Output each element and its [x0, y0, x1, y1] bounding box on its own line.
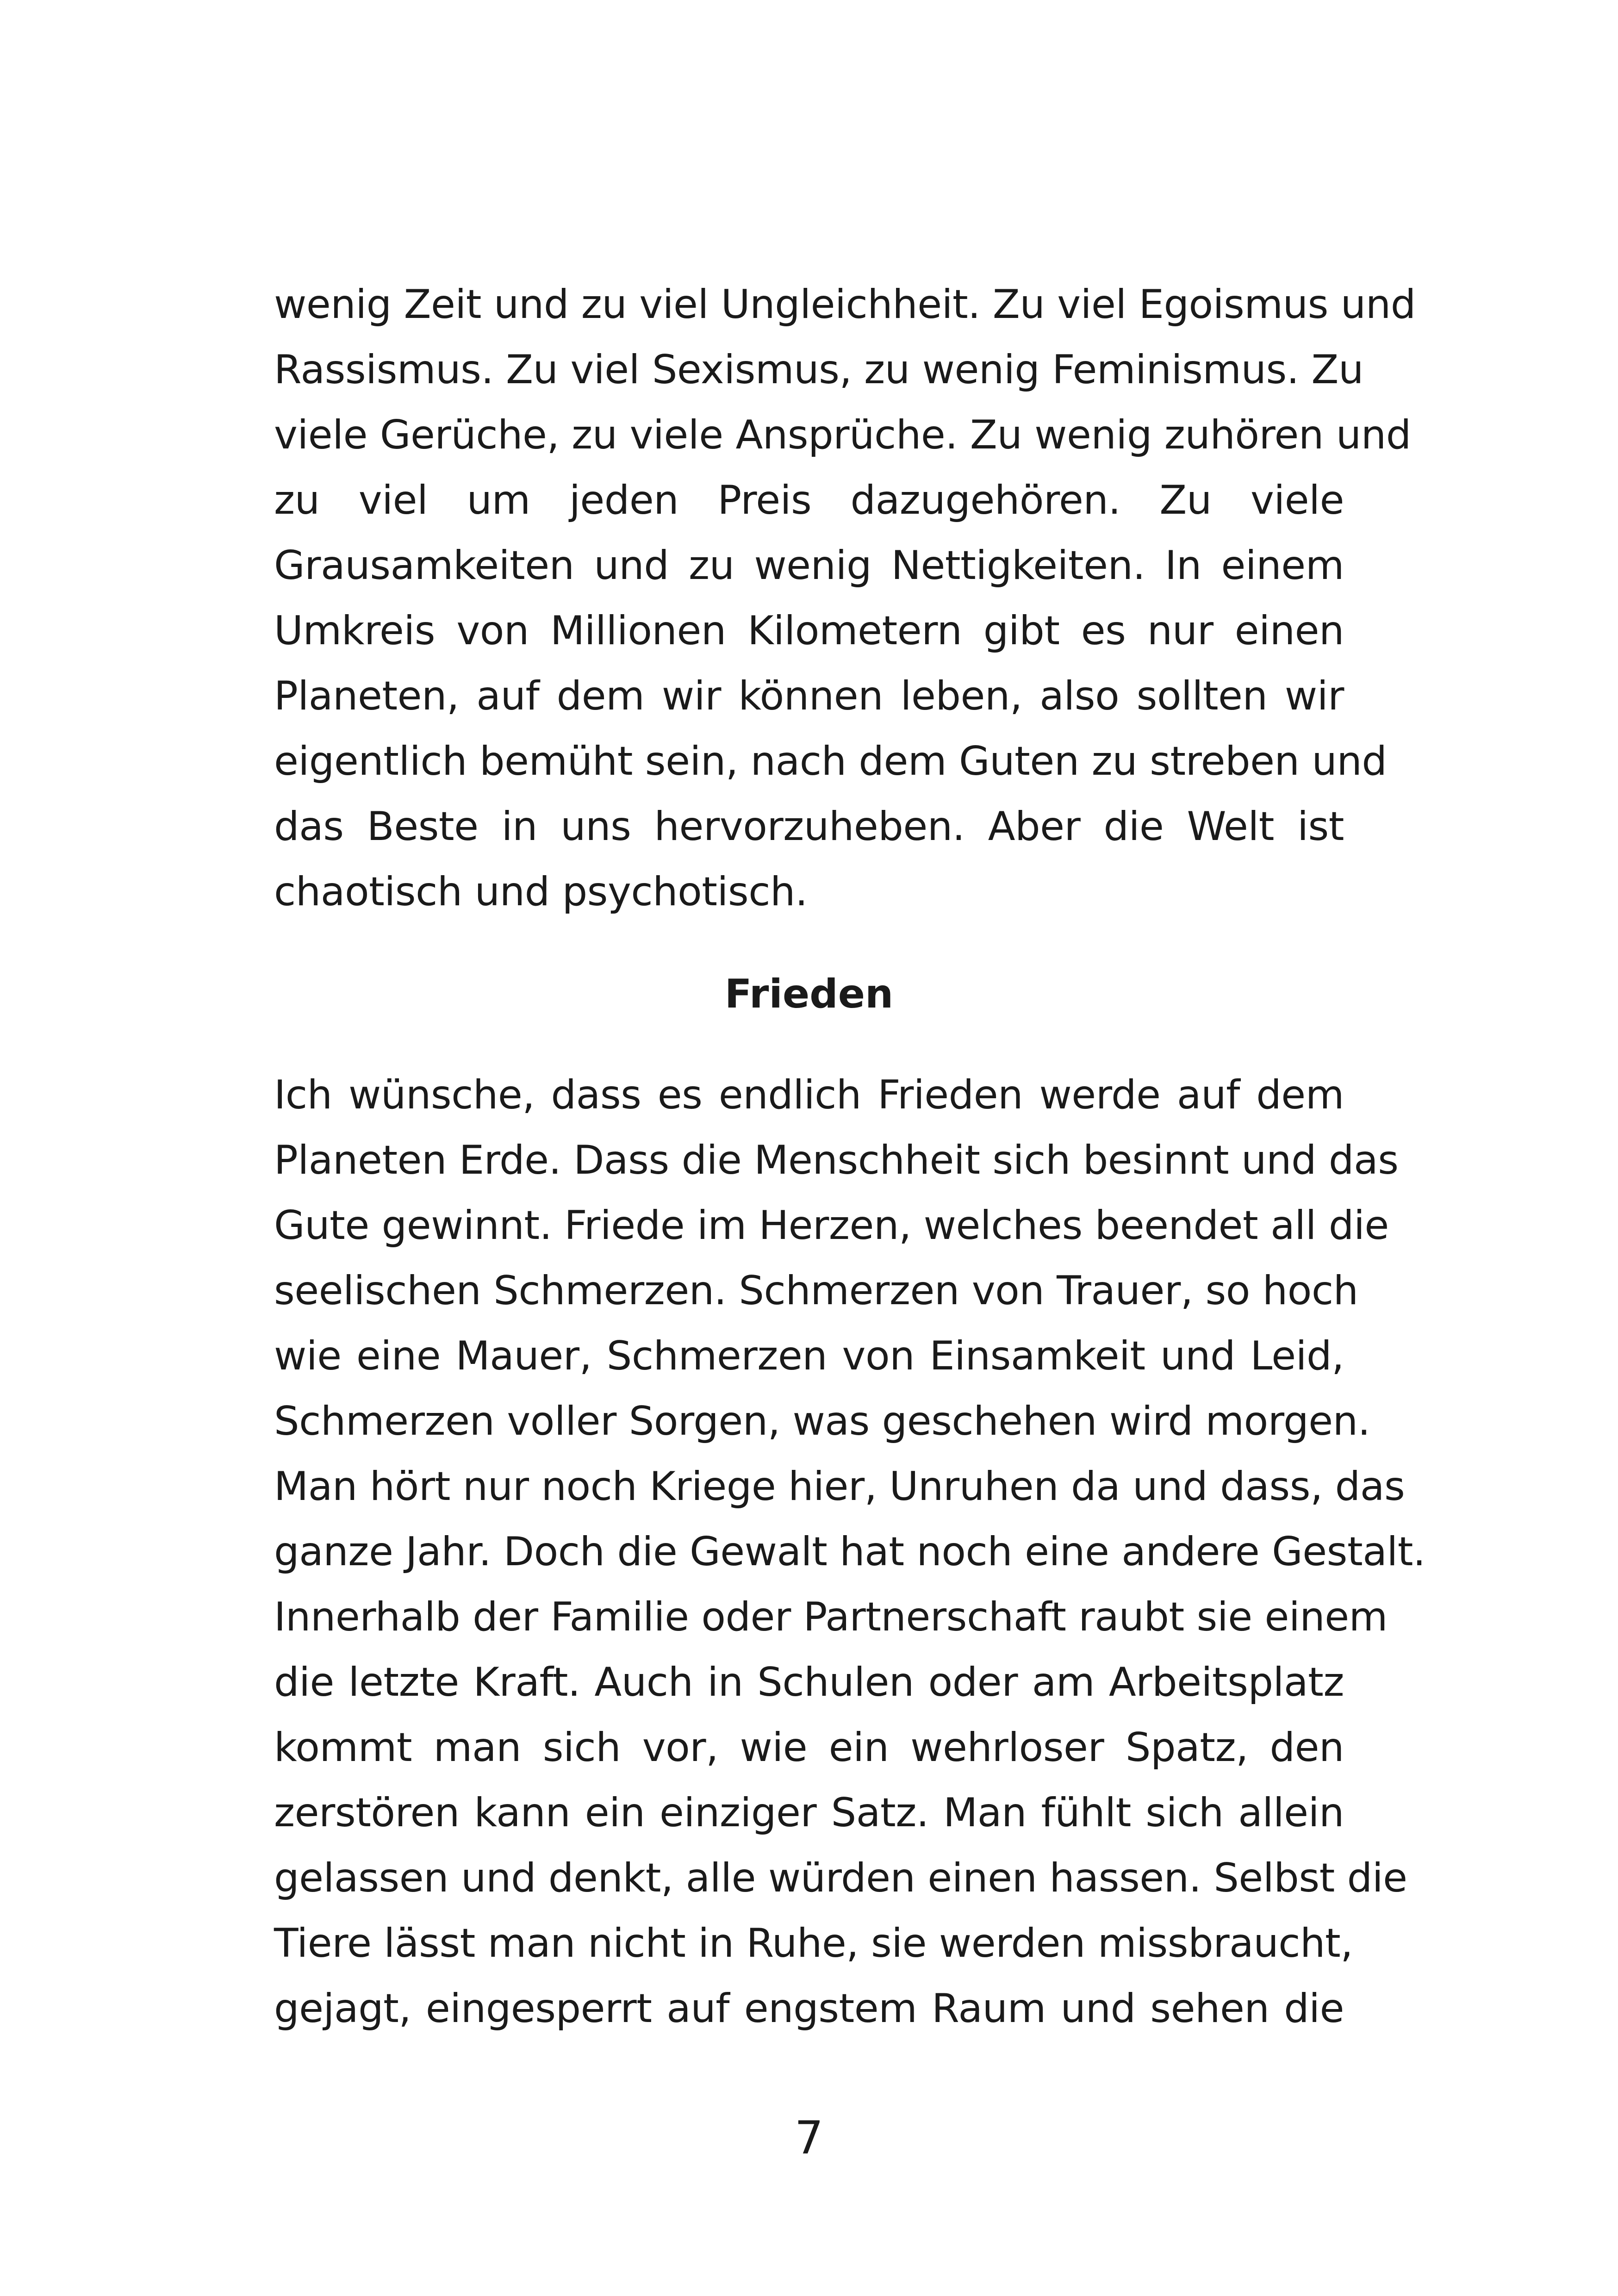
- text-line: Man hört nur noch Kriege hier, Unruhen da und dass, das: [274, 1463, 1405, 1510]
- text-line: Innerhalb der Familie oder Partnerschaft raubt sie einem: [274, 1594, 1388, 1640]
- text-line: die letzte Kraft. Auch in Schulen oder am Arbeitsplatz: [274, 1659, 1344, 1705]
- text-line: Gute gewinnt. Friede im Herzen, welches beendet all die: [274, 1202, 1389, 1249]
- text-line: Tiere lässt man nicht in Ruhe, sie werden missbraucht,: [274, 1920, 1353, 1966]
- text-line: wie eine Mauer, Schmerzen von Einsamkeit und Leid,: [274, 1333, 1344, 1379]
- text-line: gelassen und denkt, alle würden einen hassen. Selbst die: [274, 1855, 1407, 1901]
- text-line: viele Gerüche, zu viele Ansprüche. Zu wenig zuhören und: [274, 412, 1411, 458]
- text-line: seelischen Schmerzen. Schmerzen von Trauer, so hoch: [274, 1268, 1358, 1314]
- text-line: Planeten Erde. Dass die Menschheit sich besinnt und das: [274, 1137, 1399, 1183]
- text-line: Umkreis von Millionen Kilometern gibt es nur einen: [274, 608, 1344, 654]
- text-line: Ich wünsche, dass es endlich Frieden werde auf dem: [274, 1072, 1344, 1118]
- text-line: zerstören kann ein einziger Satz. Man fühlt sich allein: [274, 1790, 1344, 1836]
- text-line: kommt man sich vor, wie ein wehrloser Spatz, den: [274, 1724, 1344, 1771]
- text-line: Schmerzen voller Sorgen, was geschehen wird morgen.: [274, 1398, 1370, 1444]
- text-line: Planeten, auf dem wir können leben, also sollten wir: [274, 673, 1344, 719]
- text-line: wenig Zeit und zu viel Ungleichheit. Zu viel Egoismus und: [274, 281, 1416, 328]
- text-line: eigentlich bemüht sein, nach dem Guten zu streben und: [274, 738, 1387, 784]
- text-line: Rassismus. Zu viel Sexismus, zu wenig Feminismus. Zu: [274, 347, 1363, 393]
- text-line: zu viel um jeden Preis dazugehören. Zu viele: [274, 477, 1344, 523]
- text-line: das Beste in uns hervorzuheben. Aber die Welt ist: [274, 803, 1344, 850]
- text-line: chaotisch und psychotisch.: [274, 869, 808, 915]
- text-line: ganze Jahr. Doch die Gewalt hat noch eine andere Gestalt.: [274, 1529, 1425, 1575]
- page-number: 7: [794, 2112, 824, 2165]
- text-line: Grausamkeiten und zu wenig Nettigkeiten. In einem: [274, 542, 1344, 589]
- section-heading: Frieden: [724, 971, 894, 1017]
- text-line: gejagt, eingesperrt auf engstem Raum und sehen die: [274, 1985, 1344, 2032]
- paragraph-intro: [274, 272, 1416, 925]
- paragraph-frieden: [274, 1063, 1425, 2041]
